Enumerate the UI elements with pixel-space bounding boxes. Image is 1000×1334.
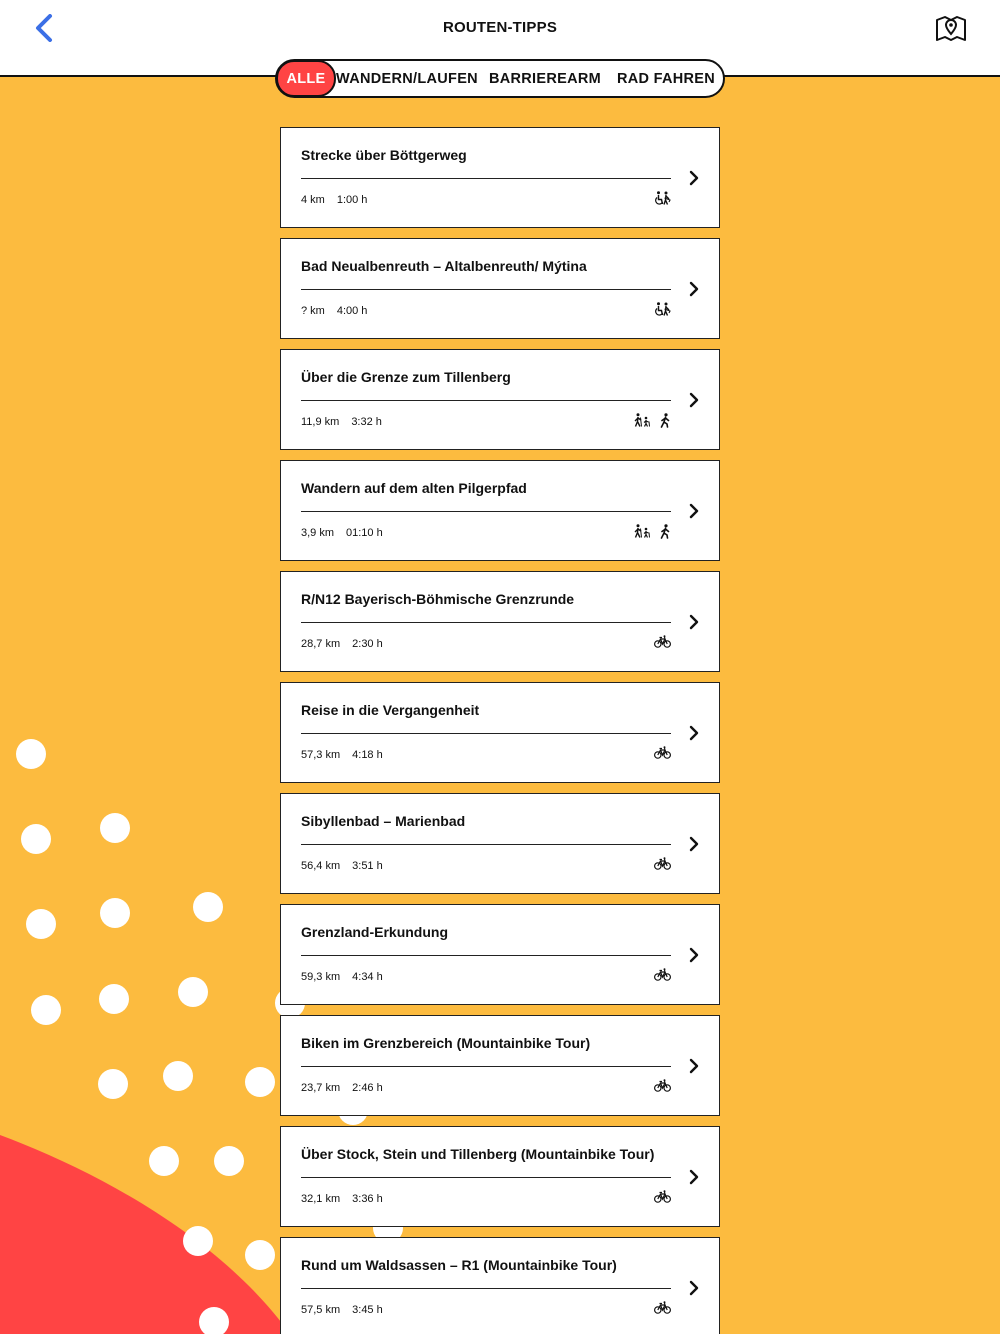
route-card[interactable]: [280, 127, 720, 228]
chevron-right-icon: [687, 503, 701, 519]
hiking-icon: [634, 524, 651, 539]
route-duration: 3:45 h: [352, 1304, 383, 1316]
divider: [301, 733, 671, 734]
route-activity-icons: [654, 746, 671, 759]
route-activity-icons: [654, 635, 671, 648]
route-distance: 59,3 km: [301, 971, 341, 983]
bicycle-icon: [654, 1079, 671, 1092]
route-activity-icons: [654, 857, 671, 870]
chevron-right-icon: [687, 170, 701, 186]
route-list: [280, 127, 720, 1334]
route-card[interactable]: [280, 1015, 720, 1116]
route-title: Über die Grenze zum Tillenberg: [301, 369, 511, 385]
chevron-right-icon: [687, 1280, 701, 1296]
route-card[interactable]: [280, 793, 720, 894]
route-meta: [301, 416, 394, 428]
bicycle-icon: [654, 968, 671, 981]
route-duration: 2:46 h: [352, 1082, 383, 1094]
divider: [301, 1066, 671, 1067]
divider: [301, 178, 671, 179]
route-duration: 4:00 h: [336, 305, 368, 317]
route-meta: [301, 1082, 395, 1094]
divider: [301, 289, 671, 290]
route-card[interactable]: [280, 682, 720, 783]
chevron-right-icon: [687, 281, 701, 297]
route-meta: [301, 527, 395, 539]
tab-rad-fahren[interactable]: RAD FAHREN: [616, 70, 716, 87]
route-duration: 4:18 h: [352, 749, 383, 761]
route-distance: ? km: [301, 305, 325, 317]
divider: [301, 1288, 671, 1289]
route-title: Strecke über Böttgerweg: [301, 147, 467, 163]
route-title: Biken im Grenzbereich (Mountainbike Tour): [301, 1035, 591, 1051]
route-card[interactable]: [280, 904, 720, 1005]
barrier-free-icon: [655, 191, 671, 206]
tab-barrierearm[interactable]: BARRIEREARM: [488, 70, 602, 87]
chevron-right-icon: [687, 947, 701, 963]
route-card[interactable]: [280, 1126, 720, 1227]
divider: [301, 400, 671, 401]
route-distance: 3,9 km: [301, 527, 335, 539]
divider: [301, 1177, 671, 1178]
route-distance: 57,5 km: [301, 1304, 341, 1316]
route-title: Wandern auf dem alten Pilgerpfad: [301, 480, 527, 496]
route-distance: 32,1 km: [301, 1193, 341, 1205]
route-activity-icons: [654, 1079, 671, 1092]
route-duration: 2:30 h: [352, 638, 383, 650]
route-activity-icons: [634, 413, 671, 428]
route-meta: [301, 749, 395, 761]
route-activity-icons: [655, 302, 671, 317]
route-title: Rund um Waldsassen – R1 (Mountainbike Tour): [301, 1257, 617, 1273]
route-duration: 01:10 h: [346, 527, 383, 539]
map-button[interactable]: [934, 14, 968, 44]
route-activity-icons: [634, 524, 671, 539]
route-card[interactable]: [280, 349, 720, 450]
chevron-right-icon: [687, 725, 701, 741]
route-card[interactable]: [280, 1237, 720, 1334]
route-distance: 56,4 km: [301, 860, 341, 872]
route-distance: 4 km: [301, 194, 325, 206]
route-title: Sibyllenbad – Marienbad: [301, 813, 466, 829]
route-title: Über Stock, Stein und Tillenberg (Mountainbike Tour): [301, 1146, 655, 1162]
tab-alle[interactable]: ALLE: [276, 60, 336, 97]
chevron-right-icon: [687, 836, 701, 852]
page-title: ROUTEN-TIPPS: [442, 19, 558, 36]
route-activity-icons: [654, 1190, 671, 1203]
chevron-right-icon: [687, 1169, 701, 1185]
route-duration: 3:51 h: [352, 860, 383, 872]
route-duration: 1:00 h: [336, 194, 368, 206]
route-distance: 23,7 km: [301, 1082, 341, 1094]
route-card[interactable]: [280, 460, 720, 561]
route-distance: 11,9 km: [301, 416, 340, 428]
bicycle-icon: [654, 1190, 671, 1203]
route-meta: [301, 1304, 395, 1316]
route-title: Grenzland-Erkundung: [301, 924, 448, 940]
route-card[interactable]: [280, 571, 720, 672]
route-card[interactable]: [280, 238, 720, 339]
tab-wandern-laufen[interactable]: WANDERN/LAUFEN: [336, 70, 478, 87]
route-distance: 57,3 km: [301, 749, 341, 761]
route-distance: 28,7 km: [301, 638, 341, 650]
route-meta: [301, 305, 379, 317]
route-activity-icons: [655, 191, 671, 206]
walking-icon: [659, 524, 671, 539]
divider: [301, 511, 671, 512]
route-activity-icons: [654, 968, 671, 981]
route-meta: [301, 860, 395, 872]
route-meta: [301, 194, 379, 206]
route-title: R/N12 Bayerisch-Böhmische Grenzrunde: [301, 591, 575, 607]
divider: [301, 844, 671, 845]
route-title: Bad Neualbenreuth – Altalbenreuth/ Mýtina: [301, 258, 587, 274]
walking-icon: [659, 413, 671, 428]
divider: [301, 955, 671, 956]
bicycle-icon: [654, 1301, 671, 1314]
route-duration: 3:32 h: [351, 416, 382, 428]
route-duration: 3:36 h: [352, 1193, 383, 1205]
route-meta: [301, 638, 395, 650]
map-icon: [934, 14, 968, 44]
route-activity-icons: [654, 1301, 671, 1314]
filter-tabs: [275, 59, 725, 98]
route-title: Reise in die Vergangenheit: [301, 702, 480, 718]
route-duration: 4:34 h: [352, 971, 383, 983]
hiking-icon: [634, 413, 651, 428]
chevron-right-icon: [687, 1058, 701, 1074]
divider: [301, 622, 671, 623]
bicycle-icon: [654, 857, 671, 870]
bicycle-icon: [654, 635, 671, 648]
bicycle-icon: [654, 746, 671, 759]
barrier-free-icon: [655, 302, 671, 317]
chevron-right-icon: [687, 614, 701, 630]
chevron-right-icon: [687, 392, 701, 408]
route-meta: [301, 1193, 395, 1205]
route-meta: [301, 971, 395, 983]
